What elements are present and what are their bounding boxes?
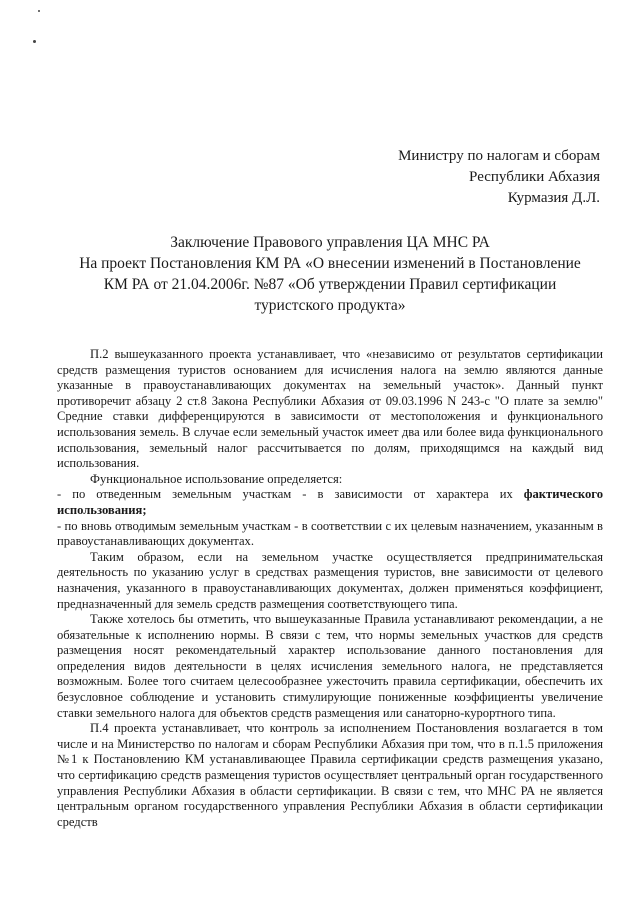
title-line: туристского продукта» (254, 297, 406, 314)
scan-speck (33, 40, 36, 43)
addressee-block (398, 146, 600, 209)
bold-text: фактического использования; (57, 487, 603, 517)
paragraph (57, 487, 603, 518)
title-line: На проект Постановления КМ РА «О внесении изменений в Постановление (79, 255, 581, 272)
paragraph: П.4 проекта устанавливает, что контроль за исполнением Постановления возлагается в том числе и на Министерство по налогам и сборам Республики Абхазия при том, что в п.1.5 приложения №1 к Постановлению КМ устанавливающее Правила сертификации средств размещения указано, что сертификацию средств размещения туристов осуществляет центральный орган государственного управления Республики Абхазия в области сертификации. В связи с тем, что МНС РА не является центральным органом государственного управления Республики Абхазия в области сертификации средств (57, 721, 603, 829)
paragraph: Также хотелось бы отметить, что вышеуказанные Правила устанавливают рекомендации, а не обязательные к исполнению нормы. В связи с тем, что нормы земельных участков для средств размещения носят рекомендательный характер использование данного постановления для определения видов деятельности в целях исчисления земельного налога, не представляется возможным. Более того считаем целесообразнее ужесточить правила сертификации, обеспечить их безусловное соблюдение и установить стимулирующие пониженные коэффициенты увеличение ставки земельного налога для объектов средств размещения или санаторно-курортного типа. (57, 612, 603, 720)
title-line: Заключение Правового управления ЦА МНС РА (170, 234, 490, 251)
title-line: КМ РА от 21.04.2006г. №87 «Об утверждении Правил сертификации (103, 276, 557, 293)
document-title (60, 232, 600, 316)
paragraph: Таким образом, если на земельном участке осуществляется предпринимательская деятельность по указанию услуг в средствах размещения туристов, вне зависимости от целевого назначения, указанного в правоустанавливающих документах, должен применяться коэффициент, предназначенный для земель средств размещения соответствующего типа. (57, 549, 603, 611)
addressee-line: Министру по налогам и сборам (398, 148, 600, 164)
scan-speck (38, 10, 40, 12)
paragraph-text: - по отведенным земельным участкам - в зависимости от характера их (57, 487, 524, 502)
addressee-line: Курмазия Д.Л. (507, 190, 600, 206)
paragraph: П.2 вышеуказанного проекта устанавливает, что «независимо от результатов сертификации средств размещения туристов основанием для исчисления налога на землю являются данные указанные в правоустанавливающих документах на земельный участок». Данный пункт противоречит абзацу 2 ст.8 Закона Республики Абхазия от 09.03.1996 N 243-с "О плате за землю" Средние ставки дифференцируются в зависимости от местоположения и функционального использования земель. В случае если земельный участок имеет два или более вида функционального использования, земельный налог рассчитывается по долям, приходящимся на каждый вид использования. (57, 347, 603, 471)
document-body (57, 347, 603, 830)
paragraph: Функциональное использование определяется: (90, 471, 343, 486)
addressee-line: Республики Абхазия (469, 169, 600, 185)
paragraph: - по вновь отводимым земельным участкам - в соответствии с их целевым назначением, указанным в правоустанавливающих документах. (57, 518, 603, 549)
